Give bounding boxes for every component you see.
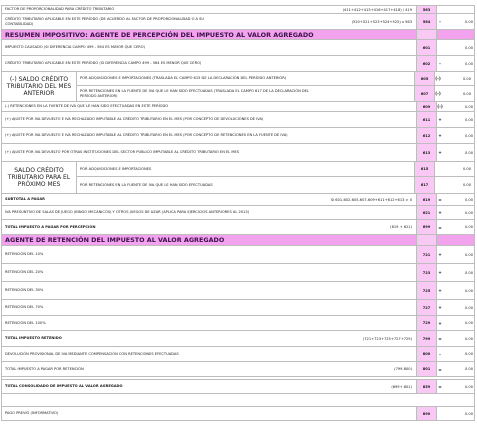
field-code-blank [416, 235, 437, 245]
field-sign: - [439, 351, 441, 357]
row-605 [77, 72, 475, 86]
field-sign: + [438, 305, 442, 310]
field-code: 601 [416, 40, 437, 55]
row-label: POR RETENCIONES EN LA FUENTE DE IVA QUE LE HAN SIDO EFECTUADAS [80, 182, 213, 187]
row-612 [1, 128, 475, 144]
row-label: (-) RETENCIONES EN LA FUENTE DE IVA QUE LE HAN SIDO EFECTUADAS EN ESTE PERÍODO [5, 104, 169, 109]
row-label: (+) AJUSTE POR IVA DEVUELTO E IVA RECHAZADO IMPUTABLE AL CRÉDITO TRIBUTARIO EN EL MES (POR CONCEPTO DE DEVOLUCIONES DE IVA) [5, 117, 264, 122]
field-code: 619 [416, 194, 437, 205]
row-727 [1, 300, 475, 316]
field-sign: (-) [435, 91, 441, 96]
field-code: 723 [416, 264, 437, 281]
field-sign: + [438, 288, 442, 293]
row-619 [1, 194, 475, 206]
field-value-563[interactable] [447, 6, 473, 13]
field-sign: = [438, 336, 442, 341]
field-code: 799 [416, 331, 437, 346]
field-sign: = [438, 224, 442, 230]
field-sign: = [438, 366, 442, 372]
row-699 [1, 220, 475, 235]
row-609 [1, 102, 475, 112]
row-label: TOTAL IMPUESTO RETENIDO [5, 336, 62, 341]
row-label: IVA PRESUNTIVO DE SALAS DE JUEGO (BINGO MECÁNICOS) Y OTROS JUEGOS DE AZAR (APLICA PARA EJERCICIOS ANTERIORES AL 2013) [5, 210, 250, 215]
field-sign: - [439, 61, 441, 66]
field-code: 615 [414, 162, 435, 176]
row-615 [77, 162, 475, 177]
field-code: 721 [416, 246, 437, 263]
field-value-621[interactable]: 0.00 [464, 210, 473, 215]
field-value-609[interactable]: 0.00 [464, 104, 473, 109]
spacer-row [1, 394, 475, 407]
field-sign [433, 162, 443, 176]
row-label: RETENCIÓN DEL 20% [5, 270, 44, 275]
row-label: POR ADQUISICIONES E IMPORTACIONES (TRASLADA EL CAMPO 615 DE LA DECLARACIÓN DEL PERÍODO ANTERIOR) [80, 76, 287, 81]
field-sign: + [438, 133, 442, 138]
field-code: 699 [416, 220, 437, 234]
field-value-605[interactable]: 0.00 [462, 76, 471, 81]
field-code: 612 [416, 128, 437, 143]
row-label: DEVOLUCIÓN PROVISIONAL DE IVA MEDIANTE COMPENSACIÓN CON RETENCIONES EFECTUADAS [5, 351, 179, 356]
row-formula: (619 + 621) [390, 225, 412, 229]
field-sign: + [438, 210, 442, 215]
field-code: 605 [414, 72, 435, 85]
field-value-721[interactable]: 0.00 [464, 252, 473, 257]
field-value-723[interactable]: 0.00 [464, 270, 473, 275]
row-label: TOTAL IMPUESTO A PAGAR POR RETENCIÓN [5, 366, 84, 371]
field-value-890[interactable]: 0.00 [464, 411, 473, 416]
field-sign: + [438, 252, 442, 257]
field-code-blank [416, 30, 437, 39]
field-code: 613 [416, 144, 437, 161]
field-code: 564 [416, 14, 437, 29]
field-code: 611 [416, 112, 437, 127]
field-sign: + [438, 320, 442, 326]
row-label: (+) AJUSTE POR IVA DEVUELTO POR OTRAS INSTITUCIONES DEL SECTOR PÚBLICO IMPUTABLE AL CRÉDITO TRIBUTARIO EN EL MES [5, 150, 240, 155]
field-code: 729 [416, 316, 437, 330]
row-607 [77, 86, 475, 102]
group-saldo-proximo-mes: SALDO CRÉDITO TRIBUTARIO PARA EL PRÓXIMO MES [1, 162, 77, 194]
field-sign: (-) [437, 104, 443, 109]
row-label: CRÉDITO TRIBUTARIO APLICABLE EN ESTE PERÍODO (DE ACUERDO AL FACTOR DE PROPORCIONALIDAD O A SU CONTABILIDAD) [5, 16, 205, 26]
field-sign [435, 6, 445, 13]
row-label: (+) AJUSTE POR IVA DEVUELTO E IVA RECHAZADO IMPUTABLE AL CRÉDITO TRIBUTARIO EN EL MES (POR CONCEPTO DE RETENCIONES EN LA FUENTE DE IVA) [5, 133, 288, 138]
field-value-615[interactable]: 0.00 [462, 167, 471, 171]
field-value-699[interactable]: 0.00 [464, 225, 473, 229]
row-label: TOTAL IMPUESTO A PAGAR POR PERCEPCIÓN [5, 224, 96, 229]
field-value-725[interactable]: 0.00 [464, 288, 473, 293]
row-label: TOTAL CONSOLIDADO DE IMPUESTO AL VALOR AGREGADO [5, 384, 123, 389]
field-sign: - [439, 19, 441, 24]
row-799 [1, 331, 475, 347]
field-value-799[interactable]: 0.00 [464, 336, 473, 341]
field-value-607[interactable]: 0.00 [462, 91, 471, 96]
row-617 [77, 177, 475, 194]
field-value-619[interactable]: 0.00 [464, 197, 473, 202]
row-859 [1, 380, 475, 394]
section-title: AGENTE DE RETENCIÓN DEL IMPUESTO AL VALOR AGREGADO [5, 236, 225, 244]
row-601 [1, 40, 475, 56]
field-sign [433, 177, 443, 193]
field-value-564[interactable]: 0.00 [464, 19, 473, 24]
field-code: 801 [416, 362, 437, 376]
row-formula: (799-800) [394, 367, 412, 371]
section-title: RESUMEN IMPOSITIVO: AGENTE DE PERCEPCIÓN DEL IMPUESTO AL VALOR AGREGADO [5, 30, 314, 39]
field-sign: + [438, 270, 442, 275]
field-value-612[interactable]: 0.00 [464, 133, 473, 138]
field-value-617[interactable]: 0.00 [462, 183, 471, 187]
row-formula: (520+521+523+524+525) x 563 [351, 19, 412, 24]
field-code: 890 [416, 407, 437, 420]
row-723 [1, 264, 475, 282]
row-label: POR ADQUISICIONES E IMPORTACIONES [80, 166, 152, 171]
field-code: 602 [416, 56, 437, 71]
field-sign: = [438, 384, 442, 389]
section-header-retencion [1, 235, 475, 246]
row-label: POR RETENCIONES EN LA FUENTE DE IVA QUE LE HAN SIDO EFECTUADAS (TRASLADA EL CAMPO 617 DE LA DECLARACIÓN DEL PERÍODO ANTERIOR) [80, 88, 309, 98]
field-value-613[interactable]: 0.00 [464, 150, 473, 155]
field-sign [435, 407, 445, 420]
row-label: IMPUESTO CAUSADO (SI DIFERENCIA CAMPO 499 - 564 ES MAYOR QUE CERO) [5, 45, 145, 50]
row-890 [1, 407, 475, 421]
row-label: SUBTOTAL A PAGAR [5, 197, 45, 202]
row-label: RETENCIÓN DEL 70% [5, 305, 44, 310]
field-code: 617 [414, 177, 435, 193]
field-sign [435, 40, 445, 55]
row-563 [1, 5, 475, 14]
row-621 [1, 206, 475, 220]
field-sign: (-) [435, 76, 441, 81]
field-code: 607 [414, 86, 435, 101]
row-label: RETENCIÓN DEL 30% [5, 288, 44, 293]
field-value-602[interactable]: 0.00 [464, 61, 473, 66]
row-721 [1, 246, 475, 264]
field-code: 609 [416, 102, 437, 111]
row-725 [1, 282, 475, 300]
field-value-800[interactable]: 0.00 [464, 352, 473, 356]
row-801 [1, 362, 475, 377]
field-value-729[interactable]: 0.00 [464, 321, 473, 325]
row-label: FACTOR DE PROPORCIONALIDAD PARA CRÉDITO TRIBUTARIO [5, 7, 115, 12]
row-729 [1, 316, 475, 331]
field-sign: + [438, 117, 442, 122]
row-formula: (699+ 801) [391, 384, 412, 389]
row-label: RETENCIÓN DEL 10% [5, 252, 44, 257]
field-code: 621 [416, 206, 437, 219]
field-code: 725 [416, 282, 437, 299]
row-formula: (721+723+725+727+729) [362, 336, 412, 341]
row-label: RETENCIÓN DEL 100% [5, 320, 46, 325]
field-value-859[interactable]: 0.00 [464, 384, 473, 389]
row-611 [1, 112, 475, 128]
row-formula: (411+412+415+416+417+418) / 419 [342, 7, 412, 12]
field-sign: = [438, 197, 442, 202]
row-formula: SI 601-602-605-607-609+611+612+613 > 0 [330, 197, 412, 202]
field-value-611[interactable]: 0.00 [464, 117, 473, 122]
field-code: 859 [416, 380, 437, 393]
row-label: PAGO PREVIO (INFORMATIVO) [5, 411, 59, 416]
field-code: 563 [416, 6, 437, 13]
field-value-727[interactable]: 0.00 [464, 305, 473, 310]
field-value-801[interactable]: 0.00 [464, 367, 473, 371]
field-sign: + [438, 150, 442, 155]
row-564 [1, 14, 475, 30]
field-value-601[interactable]: 0.00 [464, 45, 473, 50]
row-602 [1, 56, 475, 72]
field-code: 800 [416, 347, 437, 361]
row-label: CRÉDITO TRIBUTARIO APLICABLE EN ESTE PERÍODO (SI DIFERENCIA CAMPO 499 - 564 ES MENOR QUE CERO) [5, 61, 202, 66]
row-800 [1, 347, 475, 362]
row-613 [1, 144, 475, 162]
section-header-percepcion [1, 30, 475, 40]
group-saldo-mes-anterior: (-) SALDO CRÉDITO TRIBUTARIO DEL MES ANTERIOR [1, 72, 77, 102]
field-code: 727 [416, 300, 437, 315]
